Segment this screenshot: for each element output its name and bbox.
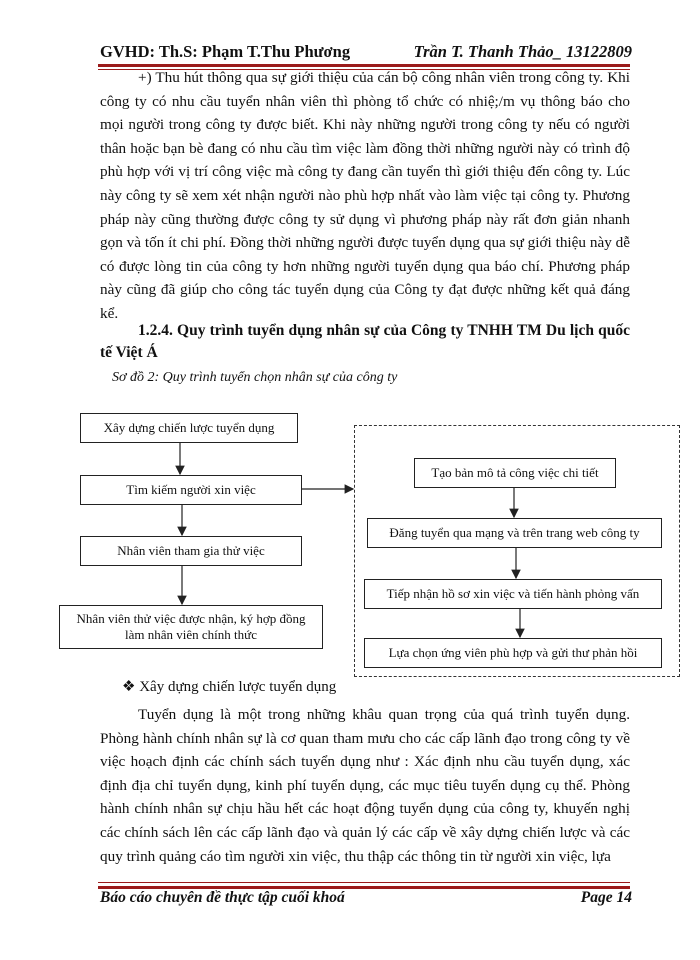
bullet-text: Xây dựng chiến lược tuyển dụng — [139, 679, 337, 695]
bullet-item — [122, 677, 336, 696]
step-select-reply: Lựa chọn ứng viên phù hợp và gửi thư phản hồi — [364, 638, 662, 668]
diamond-bullet-icon: ❖ — [122, 679, 136, 695]
paragraph-referral-recruitment: +) Thu hút thông qua sự giới thiệu của cán bộ công nhân viên trong công ty. Khi công ty có nhu cầu tuyển nhân viên thì phòng tổ chức có nhiệ;/m vụ thông báo cho mọi người trong công ty được biết. Khi này những người trong công ty nếu có người thân hoặc bạn bè đang có nhu cầu tìm việc làm đồng thời những người này có trình độ phù hợp với vị trí công việc mà công ty đang cần tuyển thì giới thiệu đến công ty. Lúc này công ty sẽ xem xét nhận người nào phù hợp nhất vào làm việc tại công ty. Phương pháp này cũng thường được công ty sử dụng vì phương pháp này rất đơn giản nhanh gọn và tốn ít chi phí. Đồng thời những người được tuyển dụng qua sự giới thiệu này dễ có được lòng tin của công ty hơn những người tuyển dụng qua báo chí. Phương pháp này cũng đã giúp cho công tác tuyển dụng của Công ty đạt được những kết quả đáng kể. — [100, 69, 630, 322]
footer-report-title: Báo cáo chuyên đề thực tập cuối khoá — [100, 889, 345, 906]
section-heading: 1.2.4. Quy trình tuyển dụng nhân sự của Công ty TNHH TM Du lịch quốc tế Việt Á — [100, 322, 630, 361]
step-find-applicants: Tìm kiếm người xin việc — [80, 475, 302, 505]
step-job-description: Tạo bản mô tả công việc chi tiết — [414, 458, 616, 488]
header-author: Trần T. Thanh Thảo_ 13122809 — [413, 42, 632, 61]
paragraph-strategy: Tuyển dụng là một trong những khâu quan trọng của quá trình tuyển dụng. Phòng hành chính nhân sự là cơ quan tham mưu cho các cấp lãnh đạo trong công ty về việc hoạch định các chính sách tuyển dụng như : Xác định nhu cầu tuyển dụng, xác định địa chỉ tuyển dụng, kinh phí tuyển dụng, các mục tiêu tuyển dụng cụ thể. Phòng hành chính nhân sự chịu hầu hết các hoạt động tuyển dụng của công ty, khuyến nghị các chính sách lên các cấp lãnh đạo và quản lý các cấp về xây dựng chiến lược và các quy trình quảng cáo tìm người xin việc, thu thập các thông tin từ người xin việc, lựa — [100, 706, 630, 865]
step-trial-work: Nhân viên tham gia thử việc — [80, 536, 302, 566]
diagram-caption: Sơ đồ 2: Quy trình tuyển chọn nhân sự của công ty — [112, 370, 398, 385]
footer-rule-thin — [98, 882, 630, 883]
step-post-online: Đăng tuyển qua mạng và trên trang web công ty — [367, 518, 662, 548]
header-instructor: GVHD: Th.S: Phạm T.Thu Phương — [100, 42, 351, 61]
step-receive-interview: Tiếp nhận hồ sơ xin việc và tiến hành phỏng vấn — [364, 579, 662, 609]
footer-page-number: Page 14 — [580, 889, 632, 906]
step-official-contract: Nhân viên thử việc được nhận, ký hợp đồng làm nhân viên chính thức — [59, 605, 323, 649]
step-build-strategy: Xây dựng chiến lược tuyển dụng — [80, 413, 298, 443]
